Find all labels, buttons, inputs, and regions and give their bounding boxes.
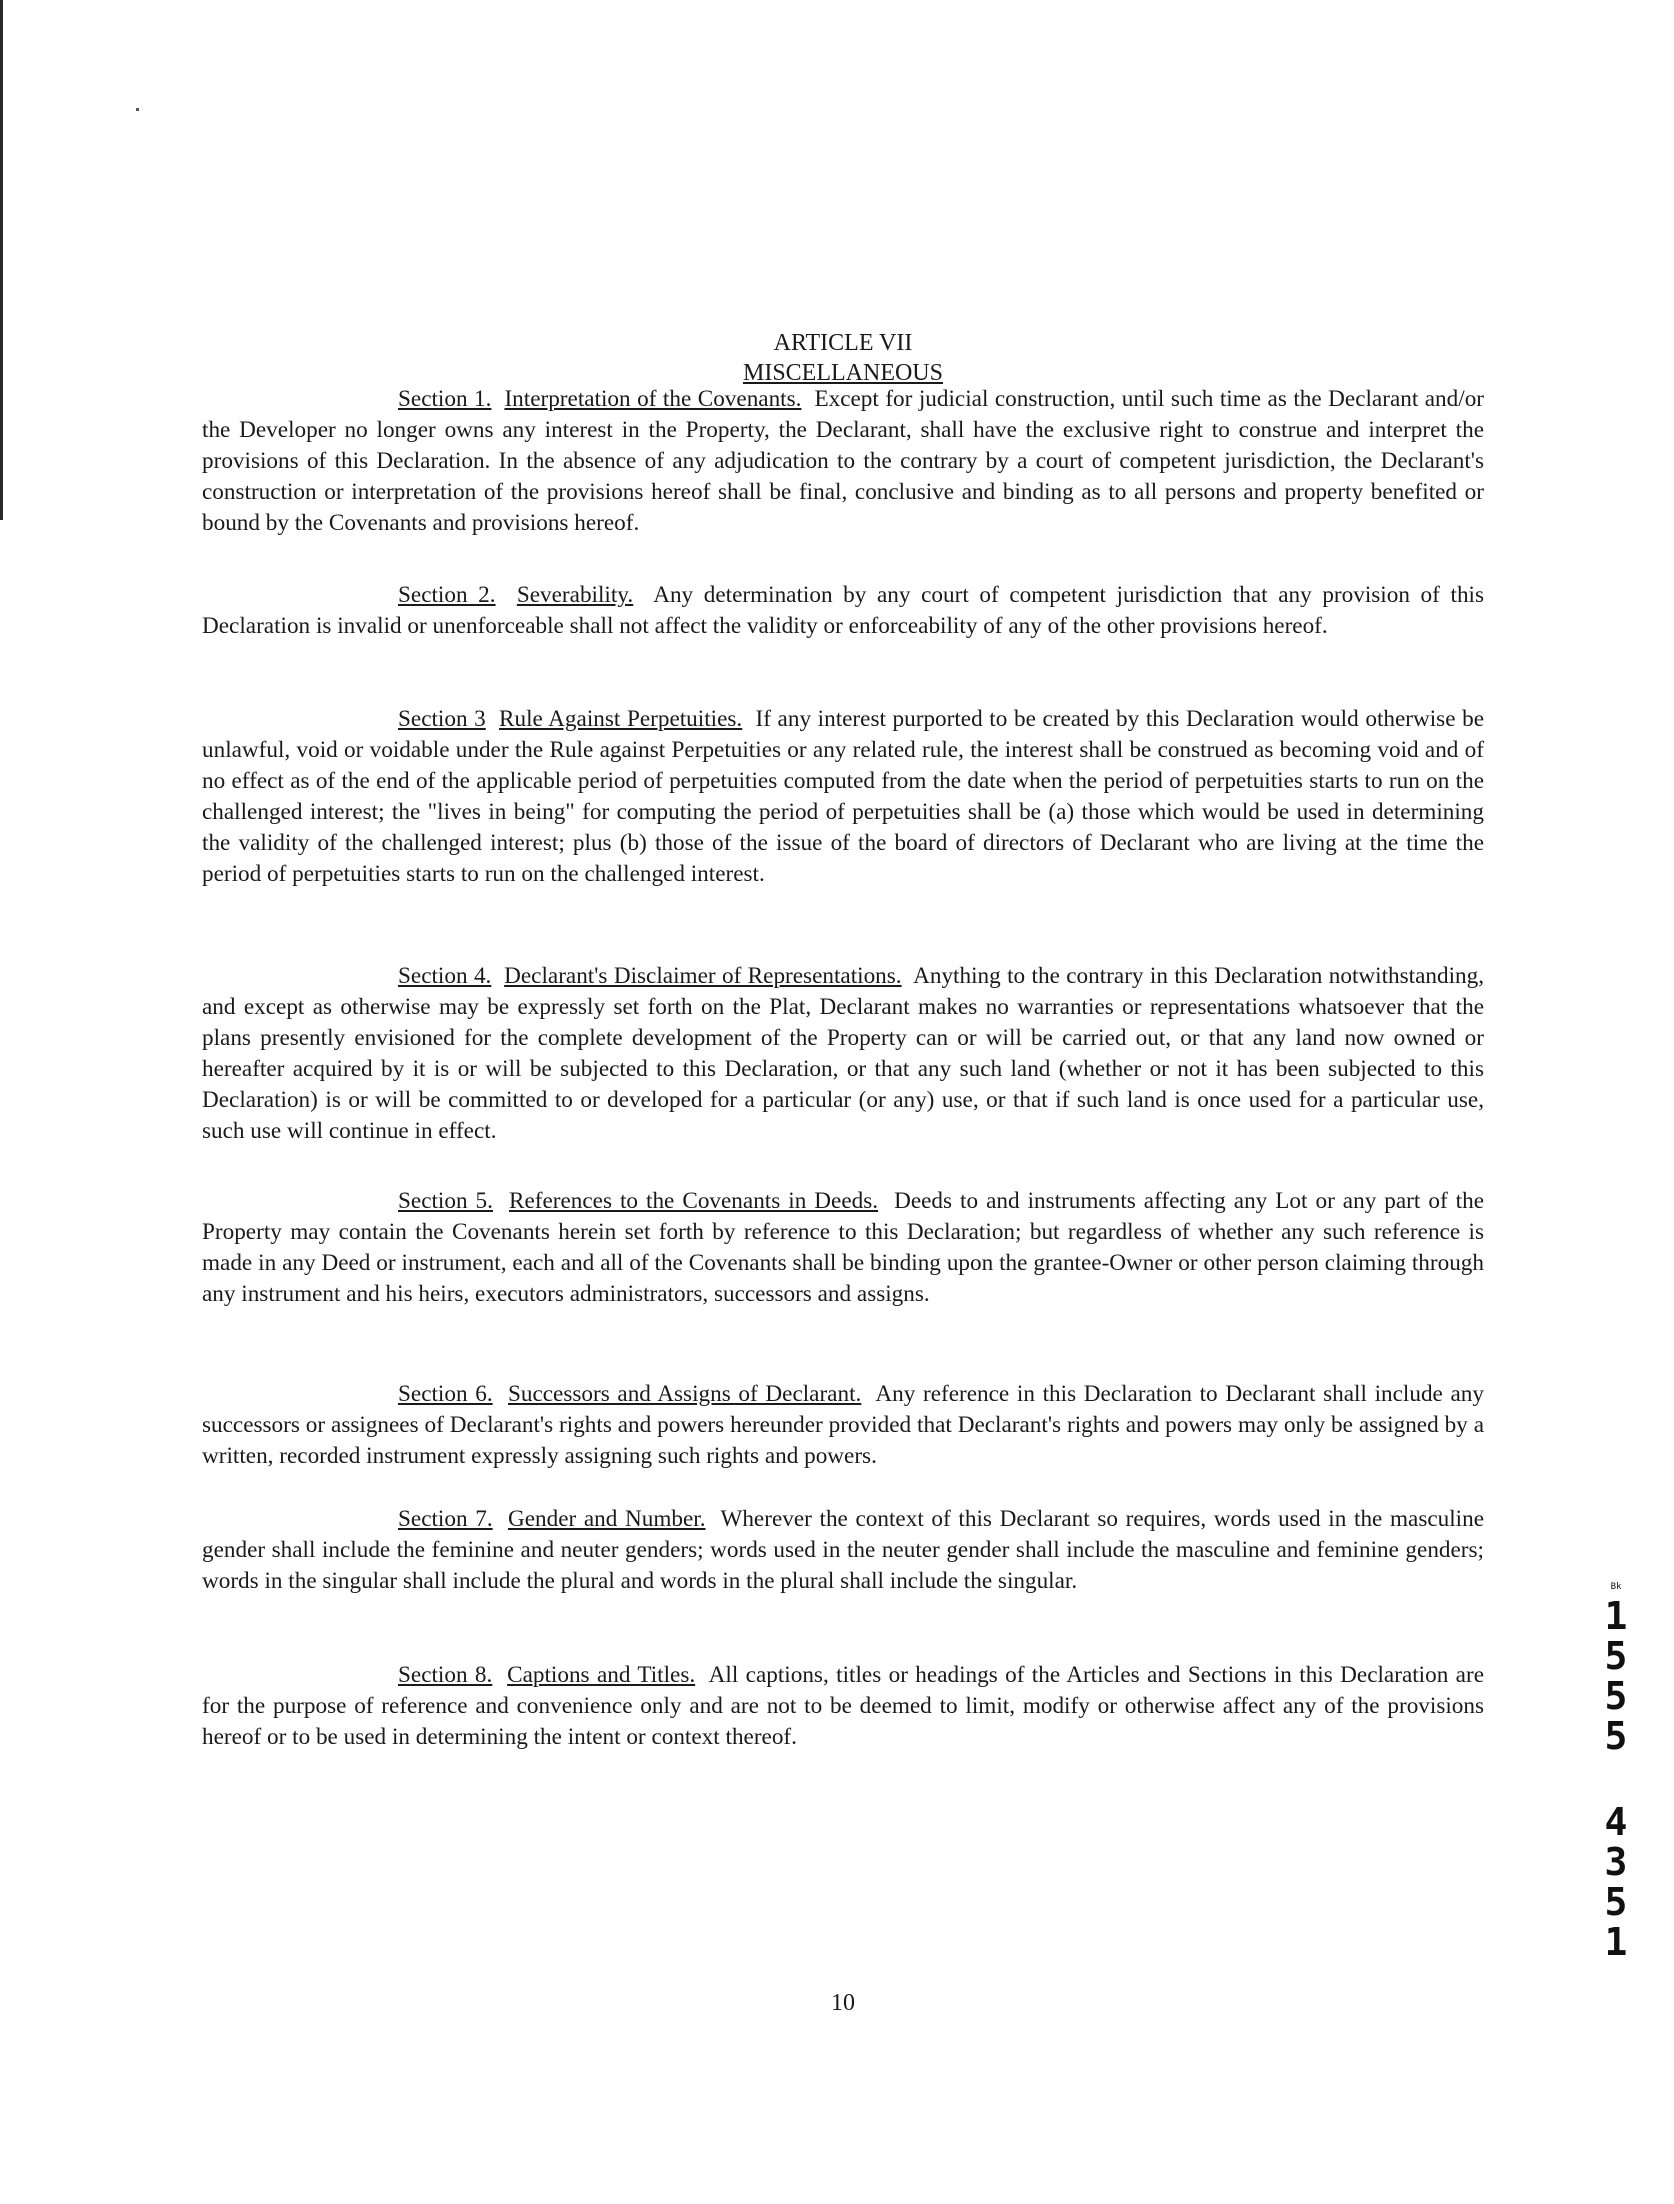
section-5: [202, 1186, 1484, 1310]
section-body: Except for judicial construction, until such time as the Declarant and/or the Developer no longer owns any interest in the Property, the Declarant, shall have the exclusive right to construe and interpret the provisions of this Declaration. In the absence of any adjudication to the contrary by a court of competent jurisdiction, the Declarant's construction or interpretation of the provisions hereof shall be final, conclusive and binding as to all persons and property benefited or bound by the Covenants and provisions hereof.: [202, 386, 1485, 536]
section-title: Rule Against Perpetuities.: [499, 706, 743, 732]
section-number: Section 5.: [398, 1188, 493, 1214]
section-body: All captions, titles or headings of the Articles and Sections in this Declaration are for the purpose of reference and convenience only and are not to be deemed to limit, modify or otherwise affect any of the provisions hereof or to be used in determining the intent or context thereof.: [202, 1662, 1484, 1750]
section-4: [202, 961, 1484, 1147]
section-number: Section 3: [398, 706, 486, 732]
stamp-book-label: Bk: [1610, 1582, 1622, 1592]
section-title: Captions and Titles.: [507, 1662, 696, 1688]
section-number: Section 7.: [398, 1506, 493, 1532]
section-number: Section 6.: [398, 1381, 493, 1407]
section-8: [202, 1660, 1484, 1753]
section-6: [202, 1379, 1484, 1472]
section-number: Section 2.: [398, 582, 496, 608]
stamp-page-digit: 5: [1604, 1880, 1628, 1924]
section-number: Section 4.: [398, 963, 492, 989]
section-body: Any determination by any court of competent jurisdiction that any provision of this Declaration is invalid or unenforceable shall not affect the validity or enforceability of any of the other provisions hereof.: [202, 582, 1485, 639]
section-body: Any reference in this Declaration to Declarant shall include any successors or assignees of Declarant's rights and powers hereunder provided that Declarant's rights and powers may only be assigned by a written, recorded instrument expressly assigning such rights and powers.: [202, 1381, 1484, 1469]
section-number: Section 8.: [398, 1662, 493, 1688]
page-number: 10: [831, 1990, 855, 2016]
recording-stamp: [1596, 1582, 1636, 1962]
section-title: Interpretation of the Covenants.: [504, 386, 802, 412]
section-1: [202, 384, 1484, 539]
article-title: MISCELLANEOUS: [742, 360, 943, 386]
stamp-book-digit: 5: [1604, 1674, 1628, 1718]
stamp-page-digit: 4: [1604, 1800, 1628, 1844]
section-title: Severability.: [516, 582, 634, 608]
article-number: ARTICLE VII: [773, 330, 913, 356]
section-body: Anything to the contrary in this Declaration notwithstanding, and except as otherwise may be expressly set forth on the Plat, Declarant makes no warranties or representations whatsoever that the plans presently envisioned for the complete development of the Property can or will be carried out, or that any land now owned or hereafter acquired by it is or will be subjected to this Declaration, or that any such land (whether or not it has been subjected to this Declaration) is or will be committed to or developed for a particular (or any) use, or that if such land is once used for a particular use, such use will continue in effect.: [202, 963, 1484, 1144]
scan-edge-mark: [0, 0, 3, 520]
stamp-book-digit: 1: [1604, 1594, 1628, 1638]
stamp-page-digit: 3: [1604, 1840, 1628, 1884]
section-title: Successors and Assigns of Declarant.: [507, 1381, 862, 1407]
section-body: Deeds to and instruments affecting any Lot or any part of the Property may contain the Covenants herein set forth by reference to this Declaration; but regardless of whether any such reference is made in any Deed or instrument, each and all of the Covenants shall be binding upon the grantee-Owner or other person claiming through any instrument and his heirs, executors administrators, successors and assigns.: [202, 1188, 1485, 1307]
article-heading: [202, 328, 1484, 388]
section-title: Gender and Number.: [507, 1506, 706, 1532]
section-title: References to the Covenants in Deeds.: [508, 1188, 879, 1214]
section-2: [202, 580, 1484, 642]
section-body: If any interest purported to be created by this Declaration would otherwise be unlawful, void or voidable under the Rule against Perpetuities or any related rule, the interest shall be construed as becoming void and of no effect as of the end of the applicable period of perpetuities computed from the date when the period of perpetuities starts to run on the challenged interest; the "lives in being" for computing the period of perpetuities shall be (a) those which would be used in determining the validity of the challenged interest; plus (b) those of the issue of the board of directors of Declarant who are living at the time the period of perpetuities starts to run on the challenged interest.: [202, 706, 1485, 887]
stamp-book-digit: 5: [1604, 1634, 1628, 1678]
stamp-book-digit: 5: [1604, 1714, 1628, 1758]
scan-speck: [136, 108, 139, 111]
section-3: [202, 704, 1484, 890]
section-number: Section 1.: [398, 386, 492, 412]
section-title: Declarant's Disclaimer of Representations.: [504, 963, 902, 989]
section-body: Wherever the context of this Declarant so requires, words used in the masculine gender shall include the feminine and neuter genders; words used in the neuter gender shall include the masculine and feminine genders; words in the singular shall include the plural and words in the plural shall include the singular.: [202, 1506, 1485, 1594]
section-7: [202, 1504, 1484, 1597]
stamp-page-digit: 1: [1604, 1920, 1628, 1964]
